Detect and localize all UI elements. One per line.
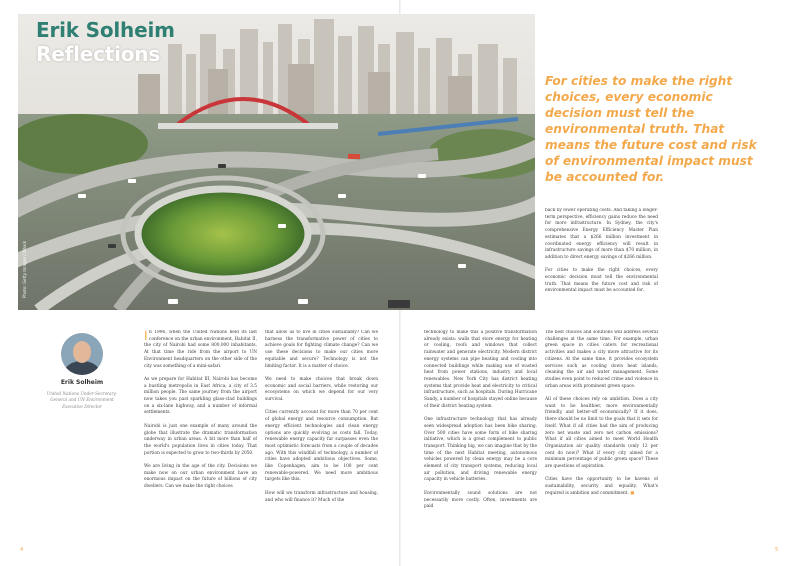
photo-credit: Photo: Getty Images / iStock <box>22 240 27 298</box>
author-portrait <box>61 333 103 375</box>
article-column-3 <box>424 330 537 542</box>
paragraph: technology to make this a positive transformation already exists: walls that store energy for heating or cooling, roofs and windows that collect rainwater and generate electricity. Modern district energy systems can pipe heating and cooling into connected buildings while making use of wasted heat from power stations, industry and local renewables. New York City has district heating systems that provide heat and electricity to critical infrastructure, such as hospitals. During Hurricane Sandy, a number of hospitals stayed online because of their district heating system. <box>424 330 537 409</box>
paragraph: that allow us to live in cities sustainably? Can we harness the transformative power of cities to achieve goals for fighting climate change? Can we use these decisions to make our cities more equitable and secure? Technology is not the limiting factor. It is a matter of choice. <box>265 330 378 369</box>
author-role: United Nations Under-Secretary-General and UN Environment Executive Director <box>46 391 118 409</box>
paragraph: Environmentally sound solutions are not necessarily more costly. Often, investments are paid <box>424 490 537 510</box>
drop-cap: I <box>144 330 148 343</box>
page-number-left: 4 <box>20 547 24 553</box>
author-title: Erik Solheim <box>36 18 175 42</box>
paragraph: The best choices and solutions will address several challenges at the same time. For example, urban green space in cities caters for recreational activities and makes a city more attractive for its citizens. At the same time, it provides ecosystem services such as cooling down heat islands, cleaning the air and water management. Some studies even point to reduced crime and violence in urban areas with prominent green space. <box>545 330 658 389</box>
paragraph: Nairobi is just one example of many around the globe that illustrate the dramatic transformation underway in urban areas. A bit more than half of the world's population lives in cities today. That portion is expected to grow to two-thirds by 2050. <box>144 423 257 456</box>
paragraph: We need to make choices that break down economic and social barriers, while restoring our ecosystems on which we depend for our very survival. <box>265 376 378 403</box>
paragraph: For cities to make the right choices, every economic decision must tell the environmental truth. That means the future cost and risk of environmental impact must be accounted for. <box>545 268 658 294</box>
paragraph: Cities have the opportunity to be havens of sustainability, security and equality. What's required is ambition and commitment. ■ <box>545 477 658 496</box>
article-column-2 <box>265 330 378 542</box>
paragraph: One infrastructure technology that has already seen widespread adoption has been bike sharing. Over 500 cities have some form of bike sharing initiative, which is a great complement to public transport. Thinking big, we can imagine that by the time of the next Habitat meeting, autonomous vehicles powered by clean energy may be a core element of city transport systems, reducing local air pollution, and driving renewable energy capacity in vehicle batteries. <box>424 417 537 483</box>
page-number-right: 5 <box>775 547 779 553</box>
paragraph: back by lower operating costs. And taking a longer-term perspective, efficiency gains reduce the need for more infrastructure. In Sydney, the city's comprehensive Energy Efficiency Master Plan estimates that a $266 million investment in coordinated energy efficiency will result in infrastructure savings of more than $70 million, in addition to direct energy savings of $266 million. <box>545 208 658 260</box>
section-title: Reflections <box>36 42 161 66</box>
paragraph: As we prepare for Habitat III, Nairobi has become a bustling metropolis in East Africa; a city of 3.5 million people. The same journey from the airport now takes you past sparkling glass-clad buildings on a six-lane highway, and a number of informal settlements. <box>144 376 257 416</box>
paragraph: Cities currently account for more than 70 per cent of global energy and resource consumption. But energy efficient technologies and clean energy options are quickly evolving as costs fall. Today, renewable energy capacity far surpasses even the most optimistic forecasts from a couple of decades ago. With this windfall of technology, a number of cities have adopted ambitious objectives. Some, like Copenhagen, aim to be 100 per cent renewable-powered. We need more ambitious targets like this. <box>265 410 378 483</box>
end-mark-icon: ■ <box>630 490 635 496</box>
author-name: Erik Solheim <box>60 379 104 386</box>
article-column-right-top <box>545 208 658 320</box>
article-header <box>36 18 175 66</box>
paragraph: In 1996, when the United Nations held its last conference on the urban environment, Habitat II, the city of Nairobi had some 800,000 inhabitants. At that time the ride from the airport to UN Environment headquarters on the other side of the city was something of a mini-safari. <box>144 330 257 369</box>
pull-quote: For cities to make the right choices, every economic decision must tell the environmental truth. That means the future cost and risk of environmental impact must be accounted for. <box>545 74 757 184</box>
paragraph: All of these choices rely on ambition. Does a city want to be healthier, more environmentally friendly, and better-off economically? If it does, there should be no limit to the goals that it sets for itself. What if all cities had the aim of producing zero net waste and zero net carbon emissions? What if all cities aimed to meet World Health Organization air quality standards (only 12 per cent do now)? What if every city aimed for a minimum percentage of public green space? These are questions of aspiration. <box>545 397 658 470</box>
paragraph: How will we transform infrastructure and housing, and who will finance it? Much of the <box>265 490 378 503</box>
article-column-1 <box>144 330 257 542</box>
article-column-4 <box>545 330 658 542</box>
paragraph: We are living in the age of the city. Decisions we make now on our urban environment have an enormous impact on the future of billions of city dwellers. Can we make the right choices <box>144 464 257 490</box>
